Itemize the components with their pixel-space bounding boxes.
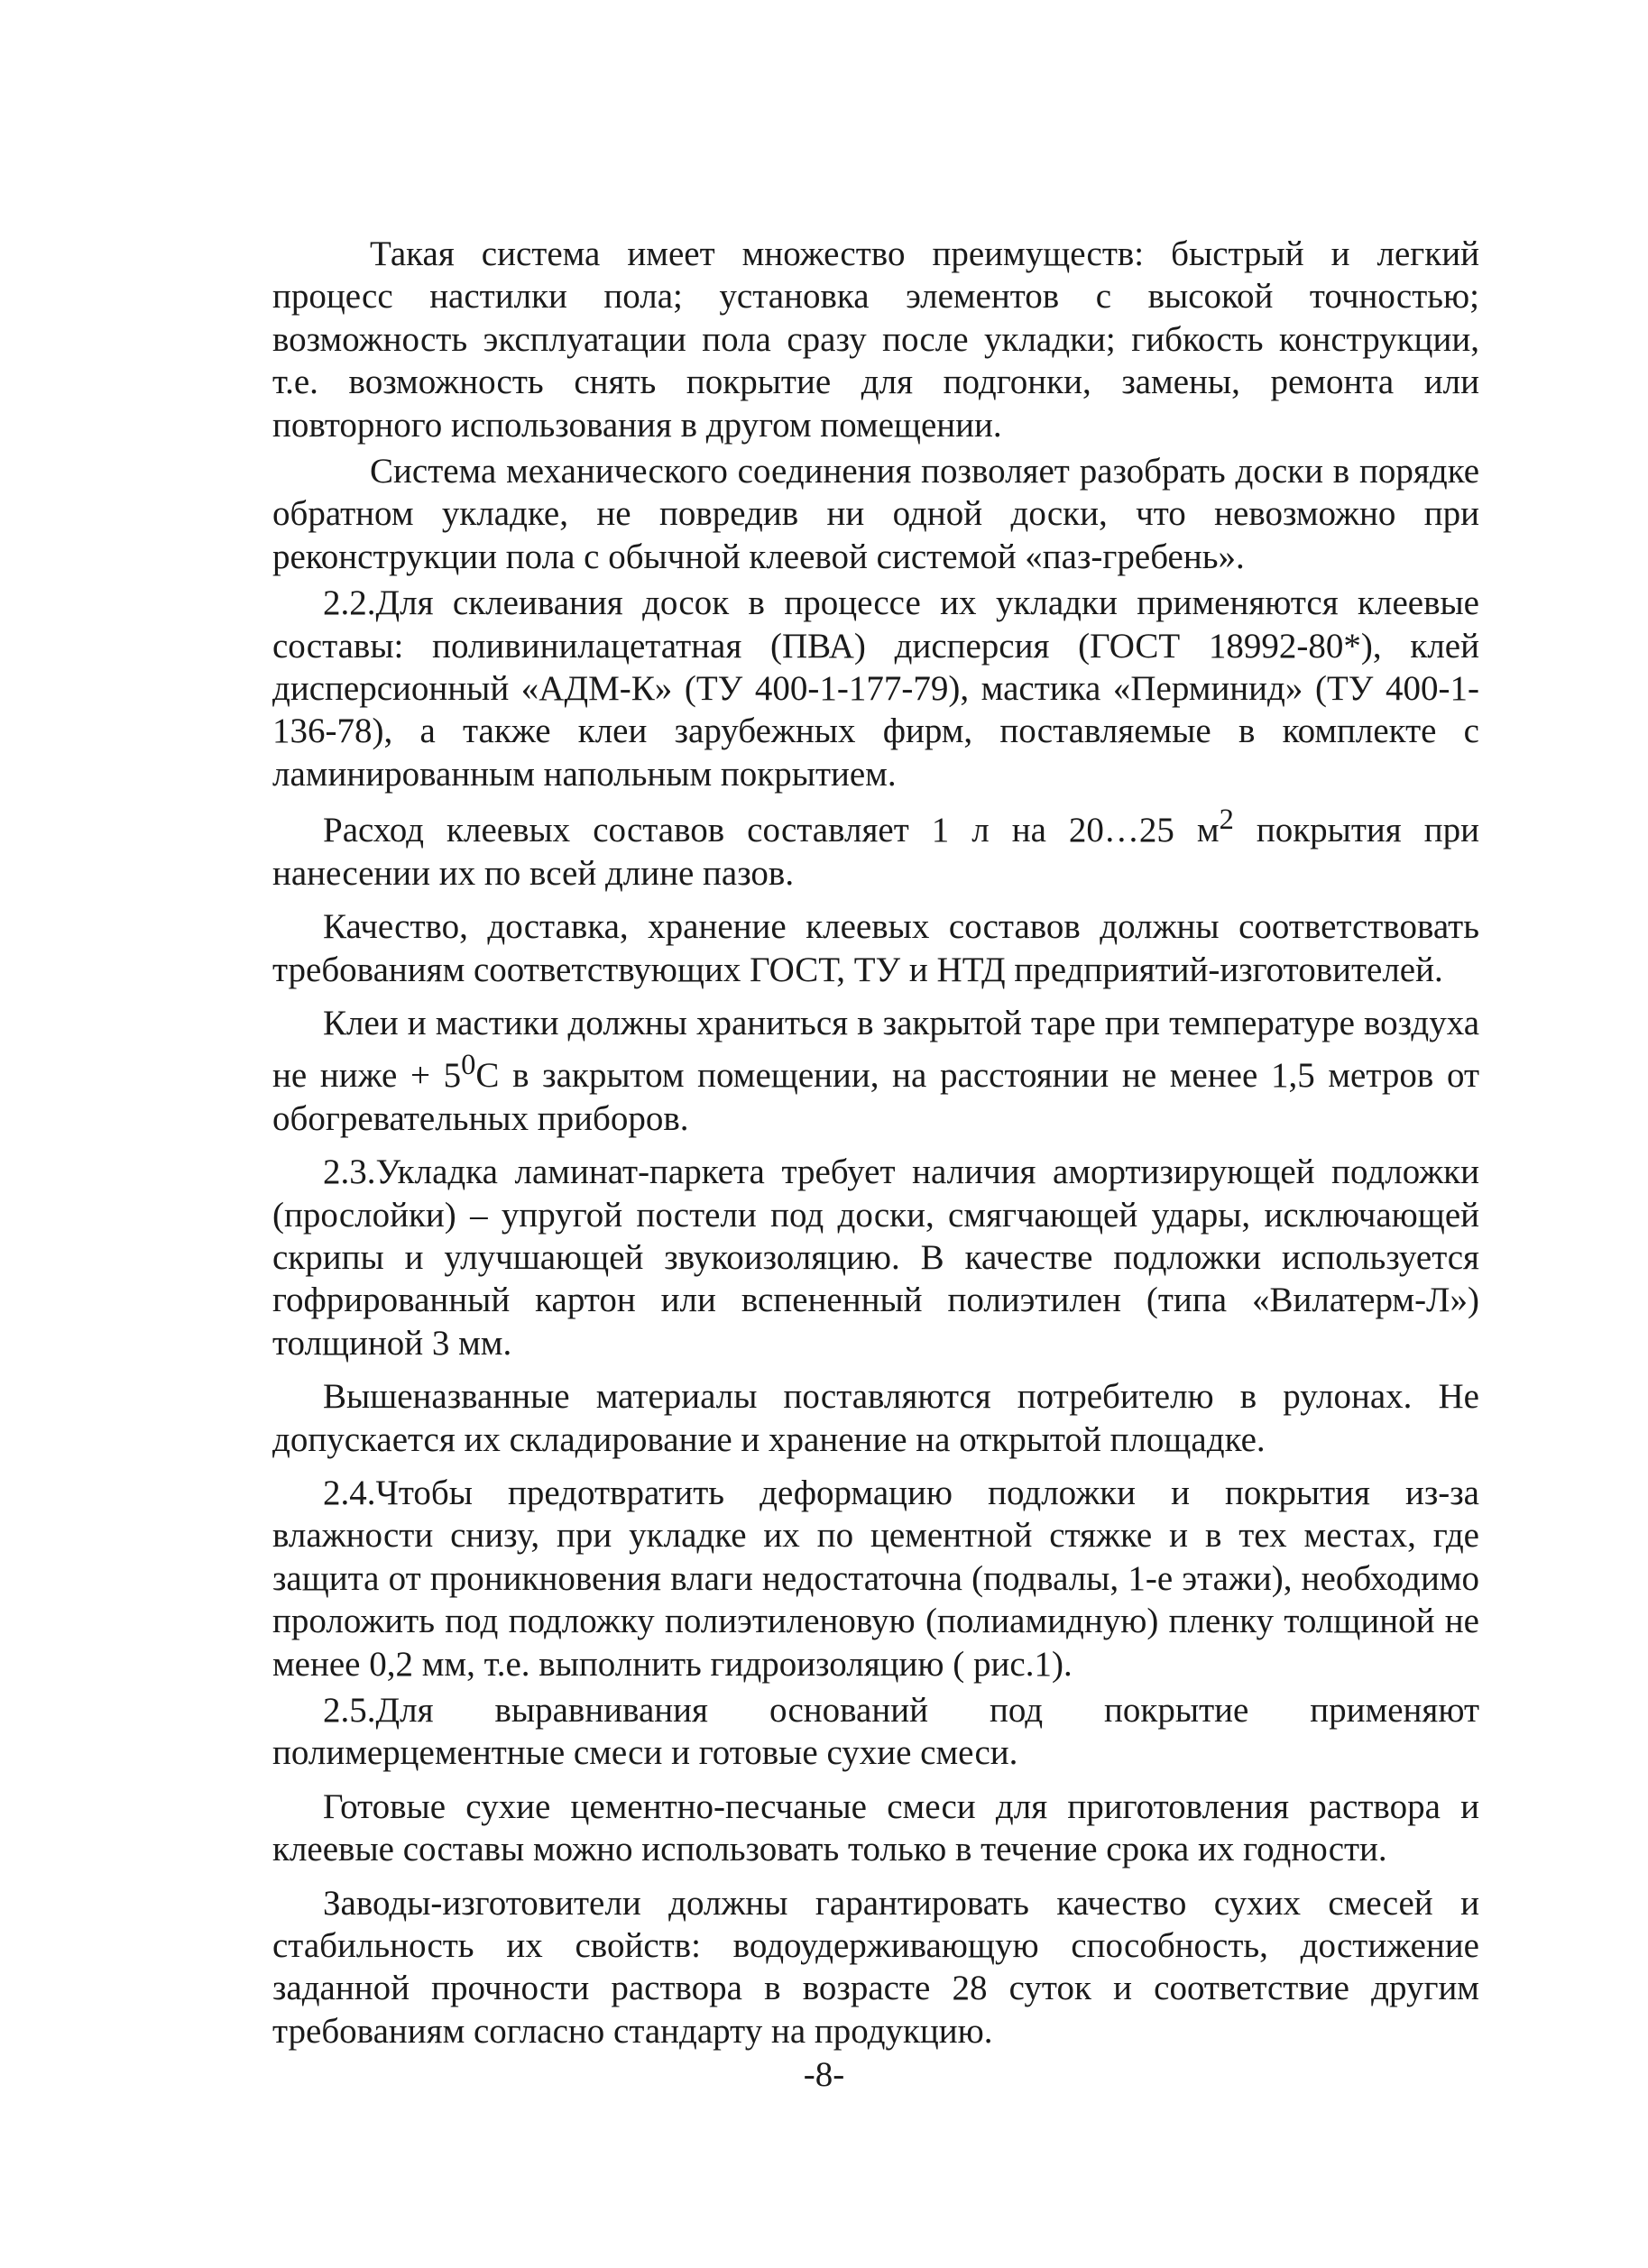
consumption-superscript: 2 [1219, 803, 1234, 837]
page-number: -8- [803, 2055, 845, 2094]
storage-superscript: 0 [461, 1049, 476, 1082]
paragraph-storage [272, 1002, 1479, 1140]
paragraph-quality-requirements: Качество, доставка, хранение клеевых составов должны соответствовать требованиям соответствующих ГОСТ, ТУ и НТД предприятий-изготовителей. [272, 907, 1479, 989]
paragraph-manufacturers: Заводы-изготовители должны гарантировать качество сухих смесей и стабильность их свойств: водоудерживающую способность, достижение заданной прочности раствора в возрасте 28 суток и соответствие другим требованиям согласно стандарту на продукцию. [272, 1883, 1479, 2051]
paragraph-2-4-waterproofing: 2.4.Чтобы предотвратить деформацию подложки и покрытия из-за влажности снизу, при укладке их по цементной стяжке и в тех местах, где защита от проникновения влаги недостаточна (подвалы, 1-е этажи), необходимо проложить под подложку полиэтиленовую (полиамидную) пленку толщиной не менее 0,2 мм, т.е. выполнить гидроизоляцию ( рис.1). [272, 1473, 1479, 1684]
storage-text-after: С в закрытом помещении, на расстоянии не менее 1,5 метров от обогревательных приборов. [272, 1056, 1479, 1138]
paragraph-dry-mixes: Готовые сухие цементно-песчаные смеси для приготовления раствора и клеевые составы можно использовать только в течение срока их годности. [272, 1786, 1479, 1869]
consumption-text-after: покрытия при нанесении их по всей длине пазов. [272, 811, 1479, 893]
paragraph-2-3-underlay: 2.3.Укладка ламинат-паркета требует наличия амортизирующей подложки (прослойки) – упругой постели под доски, смягчающей удары, исключающей скрипы и улучшающей звукоизоляцию. В качестве подложки используется гофрированный картон или вспененный полиэтилен (типа «Вилатерм-Л») толщиной 3 мм. [272, 1152, 1479, 1363]
paragraph-2-2-adhesives: 2.2.Для склеивания досок в процессе их укладки применяются клеевые составы: поливинилацетатная (ПВА) дисперсия (ГОСТ 18992-80*), клей дисперсионный «АДМ-К» (ТУ 400-1-177-79), мастика «Перминид» (ТУ 400-1-136-78), а также клеи зарубежных фирм, поставляемые в комплекте с ламинированным напольным покрытием. [272, 583, 1479, 794]
paragraph-mechanical-joint: Система механического соединения позволяет разобрать доски в порядке обратном укладке, не повредив ни одной доски, что невозможно при реконструкции пола с обычной клеевой системой «паз-гребень». [272, 452, 1479, 576]
paragraph-advantages: Такая система имеет множество преимуществ: быстрый и легкий процесс настилки пола; установка элементов с высокой точностью; возможность эксплуатации пола сразу после укладки; гибкость конструкции, т.е. возможность снять покрытие для подгонки, замены, ремонта или повторного использования в другом помещении. [272, 234, 1479, 445]
body-text [272, 233, 1479, 2056]
paragraph-rolls-delivery: Вышеназванные материалы поставляются потребителю в рулонах. Не допускается их складирование и хранение на открытой площадке. [272, 1377, 1479, 1459]
paragraph-2-5-levelling: 2.5.Для выравнивания оснований под покрытие применяют полимерцементные смеси и готовые сухие смеси. [272, 1691, 1479, 1773]
consumption-text-before: Расход клеевых составов составляет 1 л на 20…25 м [323, 811, 1220, 850]
paragraph-adhesive-consumption [272, 799, 1479, 895]
storage-text-before: Клеи и мастики должны храниться в закрытой таре при температуре воздуха не ниже + 5 [272, 1003, 1479, 1096]
